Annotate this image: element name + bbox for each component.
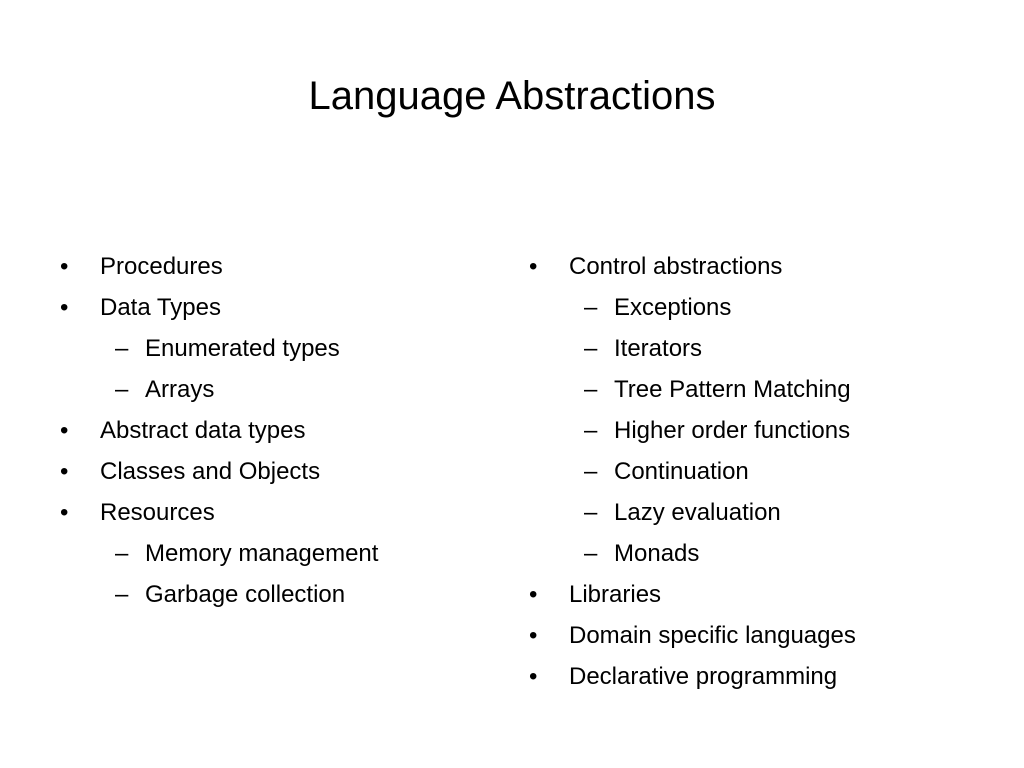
bullet-text: Higher order functions bbox=[614, 417, 851, 444]
bullet-text: Domain specific languages bbox=[569, 622, 856, 649]
bullet-item bbox=[529, 246, 989, 287]
sub-bullet-item bbox=[529, 328, 989, 369]
bullet-text: Garbage collection bbox=[145, 581, 346, 608]
bullet-item bbox=[60, 410, 480, 451]
bullet-text: Enumerated types bbox=[145, 335, 340, 362]
bullet-item bbox=[60, 287, 480, 328]
bullet-item bbox=[60, 246, 480, 287]
sub-bullet-item bbox=[60, 328, 480, 369]
bullet-marker: • bbox=[529, 581, 538, 608]
bullet-text: Tree Pattern Matching bbox=[614, 376, 851, 403]
bullet-text: Libraries bbox=[569, 581, 662, 608]
bullet-item bbox=[529, 615, 989, 656]
bullet-marker: • bbox=[529, 253, 538, 280]
sub-bullet-item bbox=[60, 369, 480, 410]
dash-marker: – bbox=[584, 376, 598, 403]
bullet-item bbox=[60, 451, 480, 492]
bullet-text: Control abstractions bbox=[569, 253, 783, 280]
bullet-text: Resources bbox=[100, 499, 215, 526]
dash-marker: – bbox=[115, 581, 129, 608]
left-bullet-list bbox=[60, 246, 480, 615]
bullet-text: Continuation bbox=[614, 458, 749, 485]
dash-marker: – bbox=[115, 335, 129, 362]
bullet-text: Monads bbox=[614, 540, 700, 567]
dash-marker: – bbox=[584, 540, 598, 567]
dash-marker: – bbox=[584, 294, 598, 321]
slide-title: Language Abstractions bbox=[308, 74, 716, 118]
right-bullet-list bbox=[529, 246, 989, 697]
dash-marker: – bbox=[584, 335, 598, 362]
bullet-marker: • bbox=[529, 663, 538, 690]
bullet-marker: • bbox=[60, 294, 69, 321]
bullet-text: Lazy evaluation bbox=[614, 499, 781, 526]
bullet-marker: • bbox=[60, 253, 69, 280]
bullet-text: Data Types bbox=[100, 294, 221, 321]
bullet-item bbox=[60, 492, 480, 533]
bullet-item bbox=[529, 656, 989, 697]
bullet-marker: • bbox=[529, 622, 538, 649]
sub-bullet-item bbox=[60, 574, 480, 615]
sub-bullet-item bbox=[529, 410, 989, 451]
bullet-text: Abstract data types bbox=[100, 417, 306, 444]
bullet-marker: • bbox=[60, 417, 69, 444]
dash-marker: – bbox=[584, 458, 598, 485]
bullet-text: Exceptions bbox=[614, 294, 732, 321]
bullet-text: Procedures bbox=[100, 253, 223, 280]
bullet-item bbox=[529, 574, 989, 615]
bullet-text: Iterators bbox=[614, 335, 703, 362]
dash-marker: – bbox=[584, 417, 598, 444]
bullet-text: Memory management bbox=[145, 540, 379, 567]
bullet-text: Classes and Objects bbox=[100, 458, 321, 485]
dash-marker: – bbox=[115, 376, 129, 403]
bullet-marker: • bbox=[60, 499, 69, 526]
sub-bullet-item bbox=[529, 533, 989, 574]
dash-marker: – bbox=[115, 540, 129, 567]
bullet-text: Arrays bbox=[145, 376, 215, 403]
dash-marker: – bbox=[584, 499, 598, 526]
sub-bullet-item bbox=[60, 533, 480, 574]
sub-bullet-item bbox=[529, 492, 989, 533]
bullet-text: Declarative programming bbox=[569, 663, 838, 690]
sub-bullet-item bbox=[529, 369, 989, 410]
sub-bullet-item bbox=[529, 287, 989, 328]
bullet-marker: • bbox=[60, 458, 69, 485]
sub-bullet-item bbox=[529, 451, 989, 492]
